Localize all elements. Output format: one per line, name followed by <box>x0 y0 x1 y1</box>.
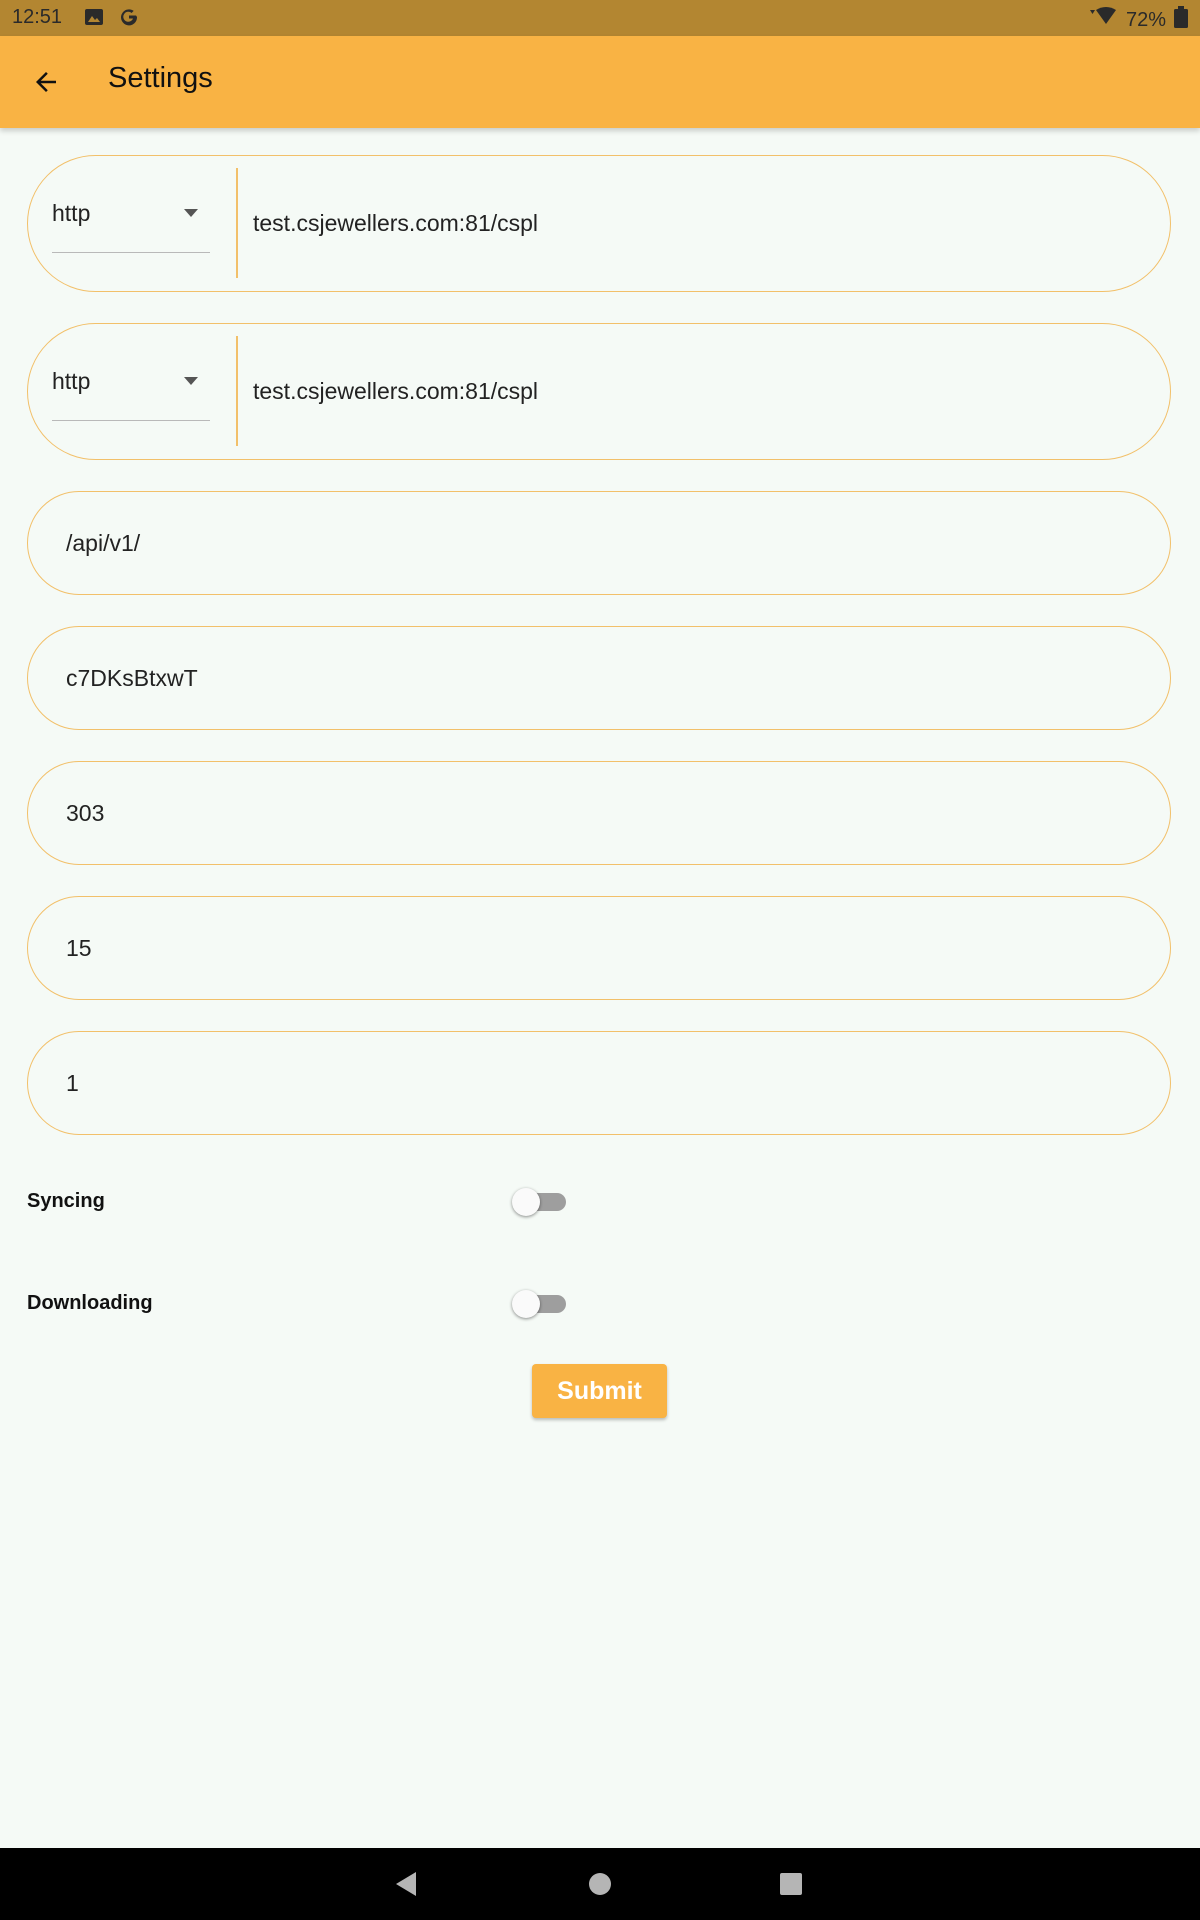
protocol-value-2: http <box>52 368 91 394</box>
submit-button[interactable]: Submit <box>532 1364 667 1418</box>
page-title: Settings <box>108 62 213 94</box>
syncing-switch[interactable] <box>512 1188 568 1216</box>
switch-thumb <box>512 1188 540 1216</box>
field-303-input[interactable] <box>27 761 1171 865</box>
battery-percent: 72% <box>1125 8 1166 31</box>
url-input-1[interactable]: test.csjewellers.com:81/cspl <box>253 210 539 236</box>
nav-back-button[interactable] <box>388 1866 424 1902</box>
field-divider <box>236 168 238 278</box>
wifi-icon <box>1088 6 1118 34</box>
api-key-input[interactable] <box>27 626 1171 730</box>
google-notification-icon <box>118 6 140 34</box>
nav-home-icon <box>588 1872 612 1896</box>
field-15-value: 15 <box>66 935 92 961</box>
protocol-dropdown-1[interactable] <box>52 170 210 253</box>
server-url-field-1 <box>27 155 1171 292</box>
arrow-back-icon <box>31 67 61 97</box>
switch-thumb <box>512 1290 540 1318</box>
api-path-input[interactable] <box>27 491 1171 595</box>
field-303-value: 303 <box>66 800 105 826</box>
dropdown-arrow-icon <box>182 376 200 386</box>
app-bar <box>0 36 1200 128</box>
status-bar <box>0 0 1200 36</box>
status-time: 12:51 <box>12 6 63 28</box>
downloading-row <box>27 1284 1171 1324</box>
field-15-input[interactable] <box>27 896 1171 1000</box>
url-input-2[interactable]: test.csjewellers.com:81/cspl <box>253 378 539 404</box>
protocol-dropdown-2[interactable] <box>52 338 210 421</box>
syncing-row <box>27 1182 1171 1222</box>
battery-icon <box>1174 6 1188 34</box>
image-notification-icon <box>84 7 104 33</box>
nav-recents-button[interactable] <box>773 1866 809 1902</box>
nav-recents-icon <box>779 1872 803 1896</box>
field-1-input[interactable] <box>27 1031 1171 1135</box>
nav-back-icon <box>394 1871 418 1897</box>
field-1-value: 1 <box>66 1070 79 1096</box>
field-divider <box>236 336 238 446</box>
api-path-value: /api/v1/ <box>66 530 141 556</box>
api-key-value: c7DKsBtxwT <box>66 665 198 691</box>
dropdown-arrow-icon <box>182 208 200 218</box>
downloading-label: Downloading <box>27 1292 153 1314</box>
system-nav-bar <box>0 1848 1200 1920</box>
protocol-value-1: http <box>52 200 91 226</box>
downloading-switch[interactable] <box>512 1290 568 1318</box>
syncing-label: Syncing <box>27 1190 105 1212</box>
nav-home-button[interactable] <box>582 1866 618 1902</box>
server-url-field-2 <box>27 323 1171 460</box>
back-button[interactable] <box>22 58 70 106</box>
